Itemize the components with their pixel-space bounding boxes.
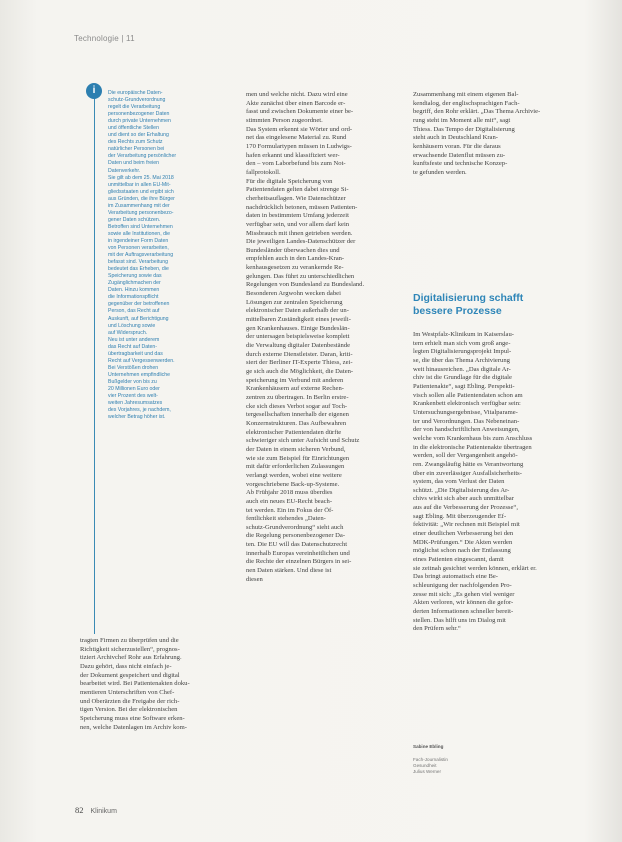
section-header: Technologie | 11: [74, 34, 135, 43]
page-footer: [75, 805, 117, 815]
info-box: [92, 85, 189, 634]
info-box-text: Die europäische Daten- schutz-Grundverordnung regelt die Verarbeitung personenbezogener Daten durch private Unternehmen und öffentliche Stellen und dient so der Erhaltung des Rechts zum Schutz natürlicher Personen bei der Verarbeitung persönlicher Daten und beim freien Datenverkehr. Sie gilt ab dem 25. Mai 2018 unmittelbar in allen EU-Mit- gliedsstaaten und ergibt sich aus Gründen, die ihre Bürger im Zusammenhang mit der Verarbeitung personenbezo- gener Daten schützen. Betroffen sind Unternehmen sowie alle Institutionen, die in irgendeiner Form Daten von Personen verarbeiten, mit der Auftragsverarbeitung befasst sind. Verarbeitung bedeutet das Erheben, die Speicherung sowie das Zugänglichmachen der Daten. Hinzu kommen die Informationspflicht gegenüber der betroffenen Person, das Recht auf Auskunft, auf Berichtigung und Löschung sowie auf Widerspruch. Neu ist unter anderem das Recht auf Daten- übertragbarkeit und das Recht auf Vergessenwerden. Bei Verstößen drohen Unternehmen empfindliche Bußgelder von bis zu 20 Millionen Euro oder vier Prozent des welt- weiten Jahresumsatzes des Vorjahres, je nachdem, welcher Betrag höher ist.: [108, 90, 177, 421]
page-number: 82: [75, 805, 84, 815]
publication-name: Klinikum: [90, 808, 117, 815]
article-column-2: men und welche nicht. Dazu wird eine Akte zunächst über einen Barcode er- fasst und zwischen Dokumente einer be- stimmten Person zugeordnet. Das System erkennt sie Wörter und ord- net das eingelesene Material zu. Rund 170 Formulartypen müssen in Ludwigs- hafen erkannt und klassifiziert wer- den – vom Laborbefund bis zum Not- fallprotokoll. Für die digitale Speicherung von Patientendaten gelten dabei strenge Si- cherheitsauflagen. Wie Datenschützer nachdrücklich betonen, müssen Patienten- daten in bestimmtem Umfang jederzeit verfügbar sein, und vor allem darf kein Missbrauch mit ihnen getrieben werden. Die jeweiligen Landes-Datenschützer der Bundesländer überwachen dies und empfehlen auch in den Landes-Kran- kenhausgesetzen zu verankernde Re- gelungen. Das führt zu unterschiedlichen Regelungen von Bundesland zu Bundesland. Besonderen Argwohn wecken dabei Lösungen zur zentralen Speicherung elektronischer Daten außerhalb der un- mittelbaren Zuständigkeit eines jeweili- gen Krankenhauses. Einige Bundeslän- der untersagen beispielsweise komplett die Verwaltung digitaler Datenbestände durch externe Dienstleister. Daran, kriti- siert der Berliner IT-Experte Thiess, zei- ge sich auch die Möglichkeit, die Daten- speicherung im Verbund mit anderen Krankenhäusern auf externe Rechen- zentren zu übertragen. In Berlin erstre- cke sich dieses Verbot sogar auf Toch- tergesellschaften innerhalb der eigenen Konzernstrukturen. Das Aufbewahren elektronischer Patientendaten dürfte schwieriger sich unter Aufsicht und Schutz der Daten in einem sicheren Verbund, wie sie zum Beispiel für Einrichtungen mit dafür erforderlichen Zulassungen verlangt werden, wobei eine weitere vorgeschriebene Back-up-Systeme. Ab Frühjahr 2018 muss überdies auch ein neues EU-Recht beach- tet werden. Ein im Fokus der Öf- fentlichkeit stehendes „Daten- schutz-Grundverordnung“ sieht auch die Regelung personenbezogener Da- ten. Die EU will das Datenschutzrecht innerhalb Europas vereinheitlichen und die Rechte der einzelnen Bürgers in sei- nen Daten stärken. Und diese ist diesen: [246, 91, 365, 583]
article-column-3-top: Zusammenhang mit einem eigenen Bal- kendialog, der englischsprachigen Fach- begriff, den Rohr erklärt. „Das Thema Archivie- rung steht im Moment alle mit“, sagt Thiess. Das Tempo der Digitalisierung steht auch in Deutschland Kran- kenhäusern voran. Für die daraus erwachsende Datenflut müssen zu- kunftsfeste und technische Konzep- te gefunden werden.: [413, 91, 541, 176]
article-subheading: Digitalisierung schafft bessere Prozesse: [413, 292, 524, 317]
author-details: Fach-Journalistin Gesundheit Julius Werner: [413, 756, 448, 775]
author-credit: [413, 738, 513, 781]
info-icon: i: [86, 83, 102, 99]
article-column-3-bottom: Im Westpfalz-Klinikum in Kaiserslau- tern erhielt man sich vom groß ange- legten Digitalisierungsprojekt Impul- se, die über das Thema Archivierung weit hinausreichen. „Das digitale Ar- chiv ist die Grundlage für die digitale Patientenakte“, sagt Ebling. Perspekti- visch sollen alle Patientendaten schon am Krankenbett elektronisch verfügbar sein: Untersuchungsergebnisse, Vitalparame- ter und Verordnungen. Das Nebeneinan- der von handschriftlichen Anweisungen, welche vom Krankenhaus bis zum Anschluss in die elektronische Patientenakte übertragen werden, soll der Vergangenheit angehö- ren. Zwangsläufig hätte es Verantwortung über ein zuverlässiger Ausfallsicherheits- system, das vom Verlust der Daten schützt. „Die Digitalisierung des Ar- chivs wirkt sich aber auch unmittelbar aus auf die Verbesserung der Prozesse“, sagt Ebling. Mit überzeugender Ef- fektivität: „Wir rechnen mit Beispiel mit einer deutlichen Verbesserung bei den MDK-Prüfungen.“ Die Akten werden möglichst schon nach der Entlassung eines Patienten eingescannt, damit sie zeitnah gesichtet werden können, erklärt er. Das bringt automatisch eine Be- schleunigung der nachfolgenden Pro- zesse mit sich: „Es gehen viel weniger Akten verloren, wir können die gefor- derten Informationen schneller bereit- stellen. Das hilft uns im Dialog mit den Prüfern sehr.“: [413, 331, 537, 633]
author-name: Sabine Ebling: [413, 744, 444, 750]
article-column-1: tragten Firmen zu überprüfen und die Richtigkeit sicherzustellen“, prognos- tiziert Archivchef Rohr aus Erfahrung. Dazu gehört, dass nicht einfach je- der Dokument gespeichert und digital bearbeitet wird. Bei Patientenakten doku- mentieren Unterschriften von Chef- und Oberärzten die Freigabe der rich- tigen Version. Bei der elektronischen Speicherung muss eine Software erken- nen, welche Datenlagen im Archiv kom-: [80, 637, 190, 731]
